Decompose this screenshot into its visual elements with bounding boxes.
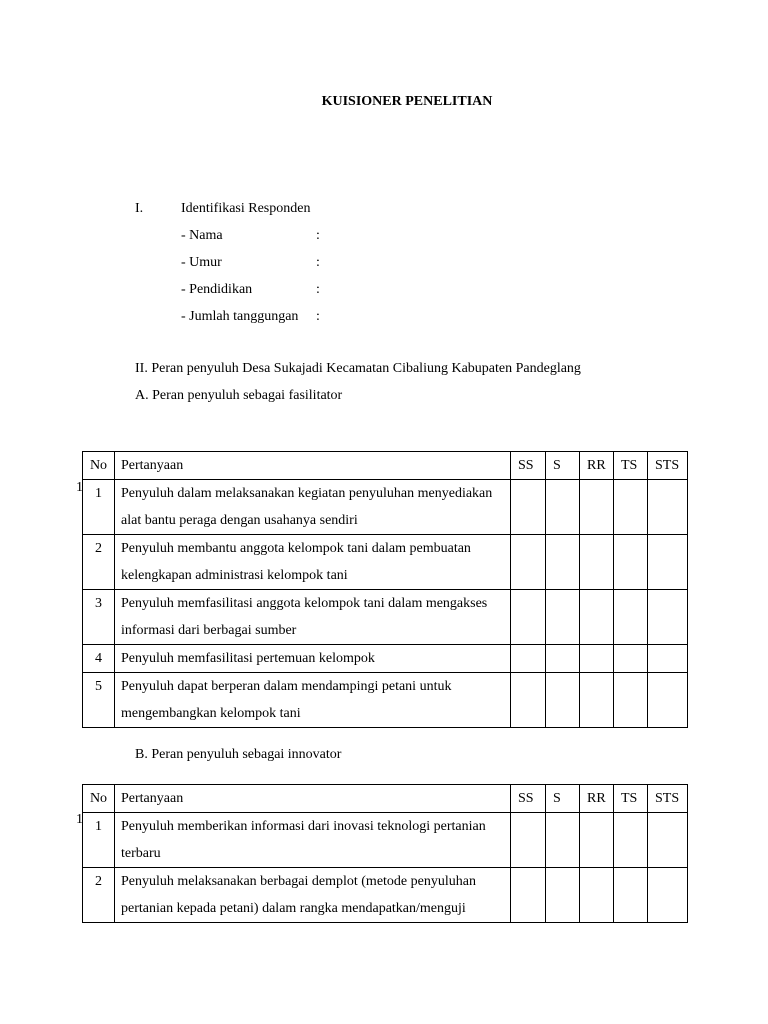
row-number: 3: [83, 590, 115, 645]
table-row: [83, 813, 688, 868]
table-row: [83, 645, 688, 673]
table-row: [83, 480, 688, 535]
answer-cell-ts[interactable]: [614, 868, 648, 923]
question-text: Penyuluh dalam melaksanakan kegiatan penyuluhan menyediakan alat bantu peraga dengan usahanya sendiri: [115, 480, 511, 535]
answer-cell-ss[interactable]: [511, 645, 546, 673]
questionnaire-table-b: [82, 784, 688, 923]
table-header-row: [83, 452, 688, 480]
answer-cell-ts[interactable]: [614, 813, 648, 868]
answer-cell-s[interactable]: [546, 813, 580, 868]
row-marker-a: 1: [76, 480, 83, 495]
answer-cell-ts[interactable]: [614, 535, 648, 590]
answer-cell-s[interactable]: [546, 480, 580, 535]
table-row: [83, 590, 688, 645]
answer-cell-ts[interactable]: [614, 480, 648, 535]
answer-cell-s[interactable]: [546, 673, 580, 728]
header-ss: SS: [511, 785, 546, 813]
field-colon-umur: :: [316, 255, 320, 270]
header-s: S: [546, 785, 580, 813]
header-no: No: [83, 785, 115, 813]
questionnaire-table-a: [82, 451, 688, 728]
header-rr: RR: [580, 785, 614, 813]
answer-cell-rr[interactable]: [580, 590, 614, 645]
answer-cell-ss[interactable]: [511, 535, 546, 590]
section-1-heading: Identifikasi Responden: [181, 201, 311, 216]
table-row: [83, 673, 688, 728]
answer-cell-s[interactable]: [546, 645, 580, 673]
answer-cell-sts[interactable]: [648, 868, 688, 923]
table-row: [83, 535, 688, 590]
answer-cell-ss[interactable]: [511, 480, 546, 535]
answer-cell-s[interactable]: [546, 535, 580, 590]
field-label-umur: - Umur: [181, 255, 222, 270]
row-number: 2: [83, 535, 115, 590]
header-s: S: [546, 452, 580, 480]
answer-cell-sts[interactable]: [648, 645, 688, 673]
question-text: Penyuluh memfasilitasi anggota kelompok tani dalam mengakses informasi dari berbagai sumber: [115, 590, 511, 645]
header-no: No: [83, 452, 115, 480]
header-sts: STS: [648, 452, 688, 480]
part-a-heading: A. Peran penyuluh sebagai fasilitator: [135, 388, 343, 403]
document-title: KUISIONER PENELITIAN: [321, 94, 493, 109]
answer-cell-ts[interactable]: [614, 673, 648, 728]
answer-cell-ts[interactable]: [614, 645, 648, 673]
part-b-heading: B. Peran penyuluh sebagai innovator: [135, 747, 342, 762]
answer-cell-sts[interactable]: [648, 673, 688, 728]
table-row: [83, 868, 688, 923]
answer-cell-sts[interactable]: [648, 813, 688, 868]
answer-cell-rr[interactable]: [580, 535, 614, 590]
field-colon-nama: :: [316, 228, 320, 243]
header-ss: SS: [511, 452, 546, 480]
header-pertanyaan: Pertanyaan: [115, 785, 511, 813]
row-number: 1: [83, 480, 115, 535]
answer-cell-rr[interactable]: [580, 868, 614, 923]
answer-cell-s[interactable]: [546, 868, 580, 923]
field-label-pendidikan: - Pendidikan: [181, 282, 253, 297]
row-marker-b: 1: [76, 812, 83, 827]
question-text: Penyuluh memberikan informasi dari inovasi teknologi pertanian terbaru: [115, 813, 511, 868]
question-text: Penyuluh memfasilitasi pertemuan kelompok: [115, 645, 511, 673]
answer-cell-sts[interactable]: [648, 535, 688, 590]
row-number: 5: [83, 673, 115, 728]
field-label-nama: - Nama: [181, 228, 223, 243]
section-1-number: I.: [135, 201, 144, 216]
answer-cell-sts[interactable]: [648, 590, 688, 645]
header-rr: RR: [580, 452, 614, 480]
answer-cell-rr[interactable]: [580, 673, 614, 728]
field-label-jumlah-tanggungan: - Jumlah tanggungan: [181, 309, 299, 324]
answer-cell-ss[interactable]: [511, 868, 546, 923]
answer-cell-sts[interactable]: [648, 480, 688, 535]
section-2-heading: II. Peran penyuluh Desa Sukajadi Kecamatan Cibaliung Kabupaten Pandeglang: [135, 361, 581, 376]
question-text: Penyuluh melaksanakan berbagai demplot (metode penyuluhan pertanian kepada petani) dalam rangka mendapatkan/menguji: [115, 868, 511, 923]
answer-cell-rr[interactable]: [580, 480, 614, 535]
row-number: 1: [83, 813, 115, 868]
answer-cell-ts[interactable]: [614, 590, 648, 645]
header-ts: TS: [614, 452, 648, 480]
answer-cell-ss[interactable]: [511, 590, 546, 645]
row-number: 2: [83, 868, 115, 923]
field-colon-jumlah-tanggungan: :: [316, 309, 320, 324]
header-sts: STS: [648, 785, 688, 813]
answer-cell-s[interactable]: [546, 590, 580, 645]
table-header-row: [83, 785, 688, 813]
header-ts: TS: [614, 785, 648, 813]
answer-cell-ss[interactable]: [511, 813, 546, 868]
field-colon-pendidikan: :: [316, 282, 320, 297]
answer-cell-ss[interactable]: [511, 673, 546, 728]
header-pertanyaan: Pertanyaan: [115, 452, 511, 480]
question-text: Penyuluh dapat berperan dalam mendampingi petani untuk mengembangkan kelompok tani: [115, 673, 511, 728]
answer-cell-rr[interactable]: [580, 813, 614, 868]
row-number: 4: [83, 645, 115, 673]
question-text: Penyuluh membantu anggota kelompok tani dalam pembuatan kelengkapan administrasi kelompok tani: [115, 535, 511, 590]
answer-cell-rr[interactable]: [580, 645, 614, 673]
